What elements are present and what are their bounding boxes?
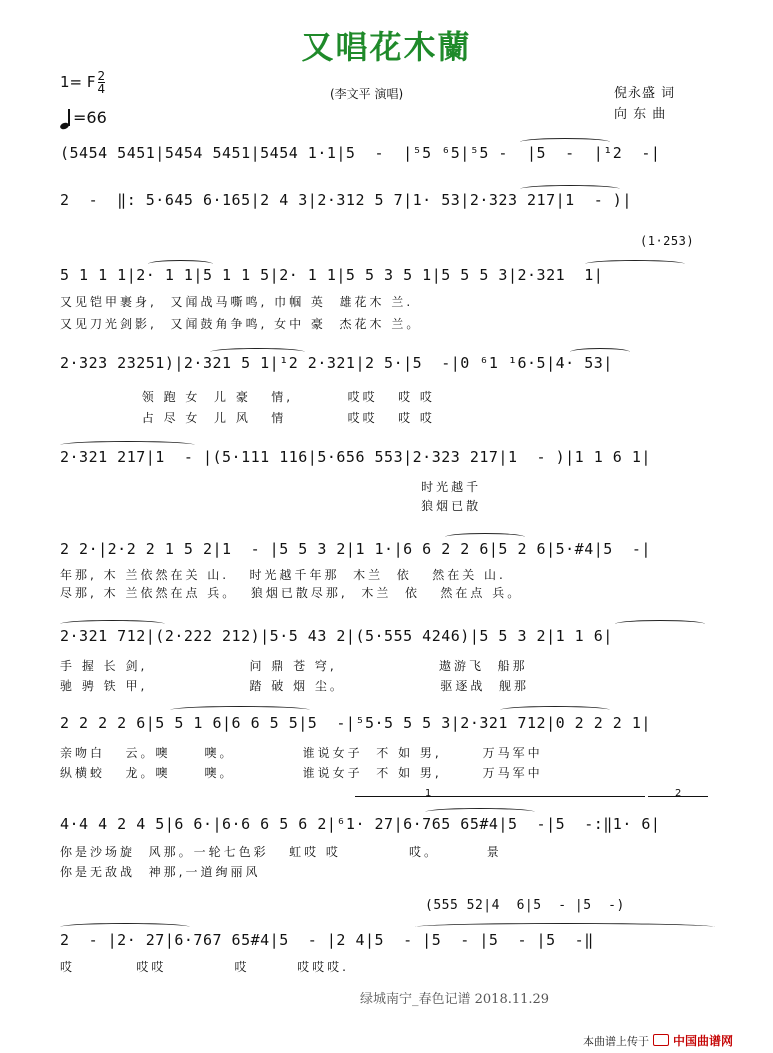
volta-1-label: 1	[425, 788, 432, 799]
transcriber-signature: 绿城南宁_春色记谱 2018.11.29	[360, 992, 550, 1007]
upload-text: 本曲谱上传于	[583, 1035, 649, 1048]
key-signature	[60, 70, 105, 95]
lyricist-credit: 倪永盛 词	[614, 86, 676, 101]
time-den: 4	[97, 82, 106, 96]
lyric-line-7a: 手 握 长 剑, 问 鼎 苍 穹, 遨游飞 船那	[60, 659, 528, 673]
slur	[585, 260, 685, 268]
score-line-3: 5 1 1 1|2· 1 1|5 1 1 5|2· 1 1|5 5 3 5 1|5 5 5 3|2·321 1|	[60, 266, 604, 284]
lyric-line-10: 哎 哎哎 哎 哎哎哎.	[60, 960, 349, 974]
slur	[445, 533, 525, 541]
lyric-line-4b: 占 尽 女 儿 风 情 哎哎 哎 哎	[60, 411, 435, 425]
score-line-6: 2 2·|2·2 2 1 5 2|1 - |5 5 3 2|1 1·|6 6 2 2 6|5 2 6|5·#4|5 -|	[60, 540, 651, 558]
time-num: 2	[97, 69, 106, 83]
score-line-8: 2 2 2 2 6|5 5 1 6|6 6 5 5|5 -|⁵5·5 5 5 3|2·321 712|0 2 2 2 1|	[60, 714, 651, 732]
slur	[148, 260, 213, 268]
quarter-note-icon	[60, 109, 70, 129]
slur	[60, 441, 195, 449]
slur	[170, 706, 310, 714]
lyric-line-3a: 又见铠甲裹身, 又闻战马嘶鸣, 巾帼 英 雄花木 兰.	[60, 295, 414, 309]
tempo-value: =66	[73, 108, 107, 127]
slur	[615, 620, 705, 628]
pickup-phrase: (1·253)	[640, 234, 695, 248]
tempo-mark	[60, 108, 107, 129]
instrumental-line: (555 52|4 6|5 - |5 -)	[425, 898, 625, 913]
lyric-line-8b: 纵横蛟 龙。噢 噢。 谁说女子 不 如 男, 万马军中	[60, 766, 543, 780]
lyric-line-3b: 又见刀光剑影, 又闻鼓角争鸣, 女中 豪 杰花木 兰。	[60, 317, 422, 331]
lyric-line-7b: 驰 骋 铁 甲, 踏 破 烟 尘。 驱逐战 舰那	[60, 679, 529, 693]
lyric-line-8a: 亲吻白 云。噢 噢。 谁说女子 不 如 男, 万马军中	[60, 746, 543, 760]
lyric-line-6a: 年那, 木 兰依然在关 山. 时光越千年那 木兰 依 然在关 山.	[60, 568, 506, 582]
time-signature	[98, 70, 106, 95]
slur	[425, 808, 535, 816]
score-line-9: 4·4 4 2 4 5|6 6·|6·6 6 5 6 2|⁶1· 27|6·765 65#4|5 -|5 -:‖1· 6|	[60, 815, 661, 833]
lyric-line-6b: 尽那, 木 兰依然在点 兵。 狼烟已散尽那, 木兰 依 然在点 兵。	[60, 586, 523, 600]
lyric-line-5a: 时光越千	[60, 480, 482, 494]
score-line-10: 2 - |2· 27|6·767 65#4|5 - |2 4|5 - |5 - |5 - |5 -‖	[60, 931, 594, 949]
key-label: 1= F	[60, 73, 96, 91]
singer-credit: (李文平 演唱)	[330, 87, 404, 101]
composer-credit: 向 东 曲	[614, 107, 667, 122]
volta-2-label: 2	[675, 788, 682, 799]
lyric-line-9a: 你是沙场旋 风那。一轮七色彩 虹哎 哎 哎。 景	[60, 845, 502, 859]
score-line-2: 2 - ‖: 5·645 6·165|2 4 3|2·312 5 7|1· 53|2·323 217|1 - )|	[60, 191, 632, 209]
score-line-7: 2·321 712|(2·222 212)|5·5 43 2|(5·555 4246)|5 5 3 2|1 1 6|	[60, 627, 613, 645]
lyric-line-4a: 领 跑 女 儿 豪 情, 哎哎 哎 哎	[60, 390, 435, 404]
score-line-5: 2·321 217|1 - |(5·111 116|5·656 553|2·323 217|1 - )|1 1 6 1|	[60, 448, 651, 466]
volta-bracket-1	[355, 796, 645, 797]
slur	[520, 138, 610, 146]
slur	[415, 923, 715, 931]
page-title: 又唱花木蘭	[301, 28, 472, 66]
slur	[60, 923, 190, 931]
slur	[60, 620, 165, 628]
site-brand: 中国曲谱网	[673, 1034, 734, 1048]
lyric-line-9b: 你是无敌战 神那,一道绚丽风	[60, 865, 261, 879]
score-line-4: 2·323 23251)|2·321 5 1|¹2 2·321|2 5·|5 -|0 ⁶1 ¹6·5|4· 53|	[60, 354, 613, 372]
slur	[500, 706, 610, 714]
lyric-line-5b: 狼烟已散	[60, 499, 482, 513]
slur	[570, 348, 630, 356]
upload-note	[583, 1032, 733, 1049]
site-logo-icon	[653, 1034, 669, 1046]
score-line-1: (5454 5451|5454 5451|5454 1·1|5 - |⁵5 ⁶5|⁵5 - |5 - |¹2 -|	[60, 144, 661, 162]
slur	[210, 348, 305, 356]
slur	[520, 185, 620, 193]
